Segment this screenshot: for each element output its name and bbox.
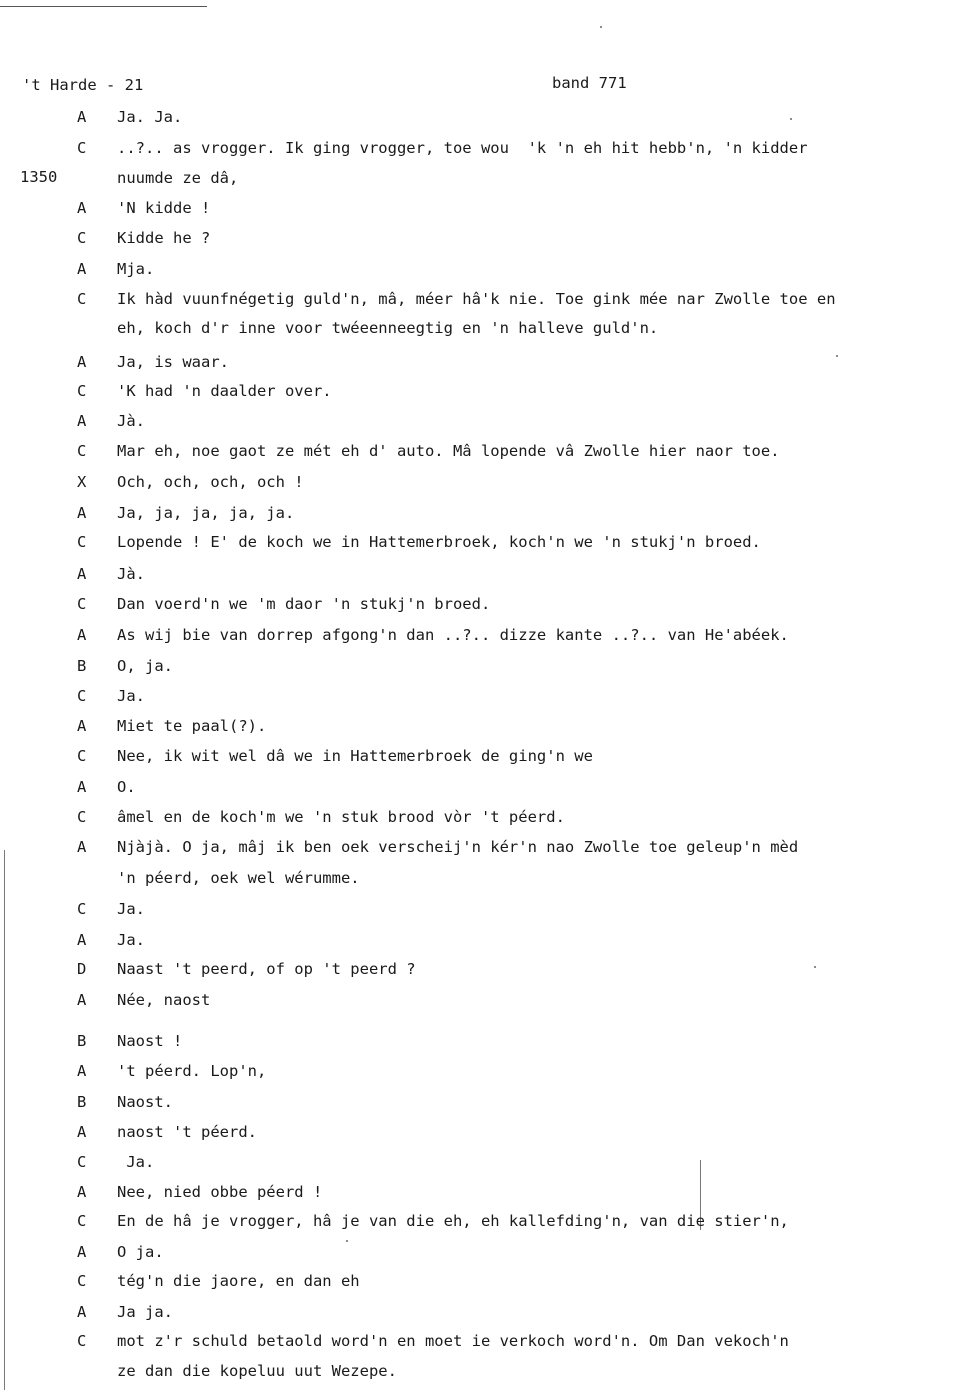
line-text: 'N kidde !: [117, 199, 211, 217]
speaker-label: B: [77, 657, 87, 675]
line-text: nuumde ze dâ,: [117, 169, 239, 187]
transcript-line: [0, 442, 966, 464]
speaker-label: A: [77, 838, 87, 856]
line-text: Ja. Ja.: [117, 108, 183, 126]
speaker-label: C: [77, 442, 87, 460]
line-text: Mar eh, noe gaot ze mét eh d' auto. Mâ lopende vâ Zwolle hier naor toe.: [117, 442, 780, 460]
transcript-line: [0, 1032, 966, 1054]
line-text: Mja.: [117, 260, 155, 278]
line-text: Nee, ik wit wel dâ we in Hattemerbroek de ging'n we: [117, 747, 593, 765]
transcript-line: [0, 838, 966, 860]
line-text: Nee, nied obbe péerd !: [117, 1183, 323, 1201]
line-text: Naast 't peerd, of op 't peerd ?: [117, 960, 416, 978]
line-text: naost 't péerd.: [117, 1123, 257, 1141]
speaker-label: D: [77, 960, 87, 978]
transcript-line: [0, 504, 966, 526]
line-text: Ik hàd vuunfnégetig guld'n, mâ, méer hâ'k nie. Toe gink mée nar Zwolle toe en: [117, 290, 836, 308]
speaker-label: A: [77, 1123, 87, 1141]
line-text: O, ja.: [117, 657, 173, 675]
line-text: Miet te paal(?).: [117, 717, 267, 735]
speaker-label: C: [77, 139, 87, 157]
speaker-label: A: [77, 1183, 87, 1201]
speaker-label: A: [77, 717, 87, 735]
speaker-label: C: [77, 1153, 87, 1171]
line-text: ..?.. as vrogger. Ik ging vrogger, toe wou 'k 'n eh hit hebb'n, 'n kidder: [117, 139, 808, 157]
speaker-label: C: [77, 687, 87, 705]
speaker-label: A: [77, 565, 87, 583]
transcript-line: [0, 199, 966, 221]
line-text: 'K had 'n daalder over.: [117, 382, 332, 400]
transcript-line: [0, 169, 966, 191]
transcript-line: [0, 1062, 966, 1084]
line-text: Jà.: [117, 412, 145, 430]
transcript-line: [0, 1243, 966, 1265]
speaker-label: C: [77, 747, 87, 765]
speaker-label: A: [77, 504, 87, 522]
speaker-label: C: [77, 533, 87, 551]
transcript-line: [0, 657, 966, 679]
line-text: O ja.: [117, 1243, 164, 1261]
transcript-line: [0, 382, 966, 404]
transcript-line: [0, 319, 966, 341]
transcript-line: [0, 353, 966, 375]
transcript-line: [0, 565, 966, 587]
transcript-line: [0, 108, 966, 130]
transcript-line: [0, 931, 966, 953]
speaker-label: C: [77, 1332, 87, 1350]
transcript-line: [0, 869, 966, 891]
transcript-line: [0, 960, 966, 982]
line-text: Kidde he ?: [117, 229, 211, 247]
line-text: Ja, ja, ja, ja, ja.: [117, 504, 295, 522]
speaker-label: A: [77, 991, 87, 1009]
speaker-label: A: [77, 412, 87, 430]
page-header-left: 't Harde - 21: [22, 76, 144, 94]
speaker-label: C: [77, 290, 87, 308]
line-text: As wij bie van dorrep afgong'n dan ..?.. dizze kante ..?.. van He'abéek.: [117, 626, 789, 644]
line-text: Ja.: [117, 1153, 155, 1171]
transcript-line: [0, 991, 966, 1013]
line-text: En de hâ je vrogger, hâ je van die eh, eh kallefding'n, van die stier'n,: [117, 1212, 789, 1230]
speaker-label: C: [77, 900, 87, 918]
transcript-line: [0, 747, 966, 769]
page-header-right: band 771: [552, 74, 627, 92]
line-text: mot z'r schuld betaold word'n en moet ie verkoch word'n. Om Dan vekoch'n: [117, 1332, 789, 1350]
transcript-line: [0, 1153, 966, 1175]
speaker-label: A: [77, 1243, 87, 1261]
transcript-line: [0, 1332, 966, 1354]
line-text: eh, koch d'r inne voor twéeenneegtig en 'n halleve guld'n.: [117, 319, 659, 337]
line-text: Ja ja.: [117, 1303, 173, 1321]
transcript-line: [0, 1272, 966, 1294]
speaker-label: A: [77, 931, 87, 949]
transcript-line: [0, 1303, 966, 1325]
line-text: Ja.: [117, 931, 145, 949]
transcript-line: [0, 1212, 966, 1234]
speaker-label: X: [77, 473, 87, 491]
speaker-label: C: [77, 382, 87, 400]
transcript-line: [0, 412, 966, 434]
line-text: Och, och, och, och !: [117, 473, 304, 491]
line-text: tég'n die jaore, en dan eh: [117, 1272, 360, 1290]
speaker-label: B: [77, 1032, 87, 1050]
transcript-line: [0, 229, 966, 251]
transcript-line: [0, 260, 966, 282]
line-text: Ja, is waar.: [117, 353, 229, 371]
speaker-label: C: [77, 595, 87, 613]
transcript-line: [0, 1183, 966, 1205]
line-text: O.: [117, 778, 136, 796]
speaker-label: A: [77, 1303, 87, 1321]
speaker-label: B: [77, 1093, 87, 1111]
line-text: 't péerd. Lop'n,: [117, 1062, 267, 1080]
margin-line-number: 1350: [20, 168, 58, 186]
transcript-line: [0, 778, 966, 800]
transcript-line: [0, 290, 966, 312]
speaker-label: A: [77, 1062, 87, 1080]
speaker-label: A: [77, 199, 87, 217]
transcript-line: [0, 533, 966, 555]
speaker-label: A: [77, 778, 87, 796]
speaker-label: C: [77, 808, 87, 826]
transcript-line: [0, 1362, 966, 1384]
line-text: Née, naost: [117, 991, 211, 1009]
speaker-label: A: [77, 108, 87, 126]
speaker-label: A: [77, 626, 87, 644]
line-text: 'n péerd, oek wel wérumme.: [117, 869, 360, 887]
transcript-line: [0, 139, 966, 161]
transcript-line: [0, 900, 966, 922]
line-text: Naost !: [117, 1032, 183, 1050]
line-text: Ja.: [117, 687, 145, 705]
speaker-label: C: [77, 1272, 87, 1290]
line-text: âmel en de koch'm we 'n stuk brood vòr 't péerd.: [117, 808, 565, 826]
line-text: Naost.: [117, 1093, 173, 1111]
line-text: Jà.: [117, 565, 145, 583]
speaker-label: C: [77, 229, 87, 247]
transcript-line: [0, 626, 966, 648]
line-text: ze dan die kopeluu uut Wezepe.: [117, 1362, 397, 1380]
line-text: Lopende ! E' de koch we in Hattemerbroek, koch'n we 'n stukj'n broed.: [117, 533, 761, 551]
speaker-label: A: [77, 353, 87, 371]
transcript-line: [0, 717, 966, 739]
line-text: Ja.: [117, 900, 145, 918]
transcript-line: [0, 1093, 966, 1115]
transcript-line: [0, 687, 966, 709]
speaker-label: A: [77, 260, 87, 278]
transcript-line: [0, 595, 966, 617]
line-text: Njàjà. O ja, mâj ik ben oek verscheij'n kér'n nao Zwolle toe geleup'n mèd: [117, 838, 799, 856]
transcript-line: [0, 808, 966, 830]
speaker-label: C: [77, 1212, 87, 1230]
transcript-line: [0, 473, 966, 495]
line-text: Dan voerd'n we 'm daor 'n stukj'n broed.: [117, 595, 491, 613]
transcript-line: [0, 1123, 966, 1145]
